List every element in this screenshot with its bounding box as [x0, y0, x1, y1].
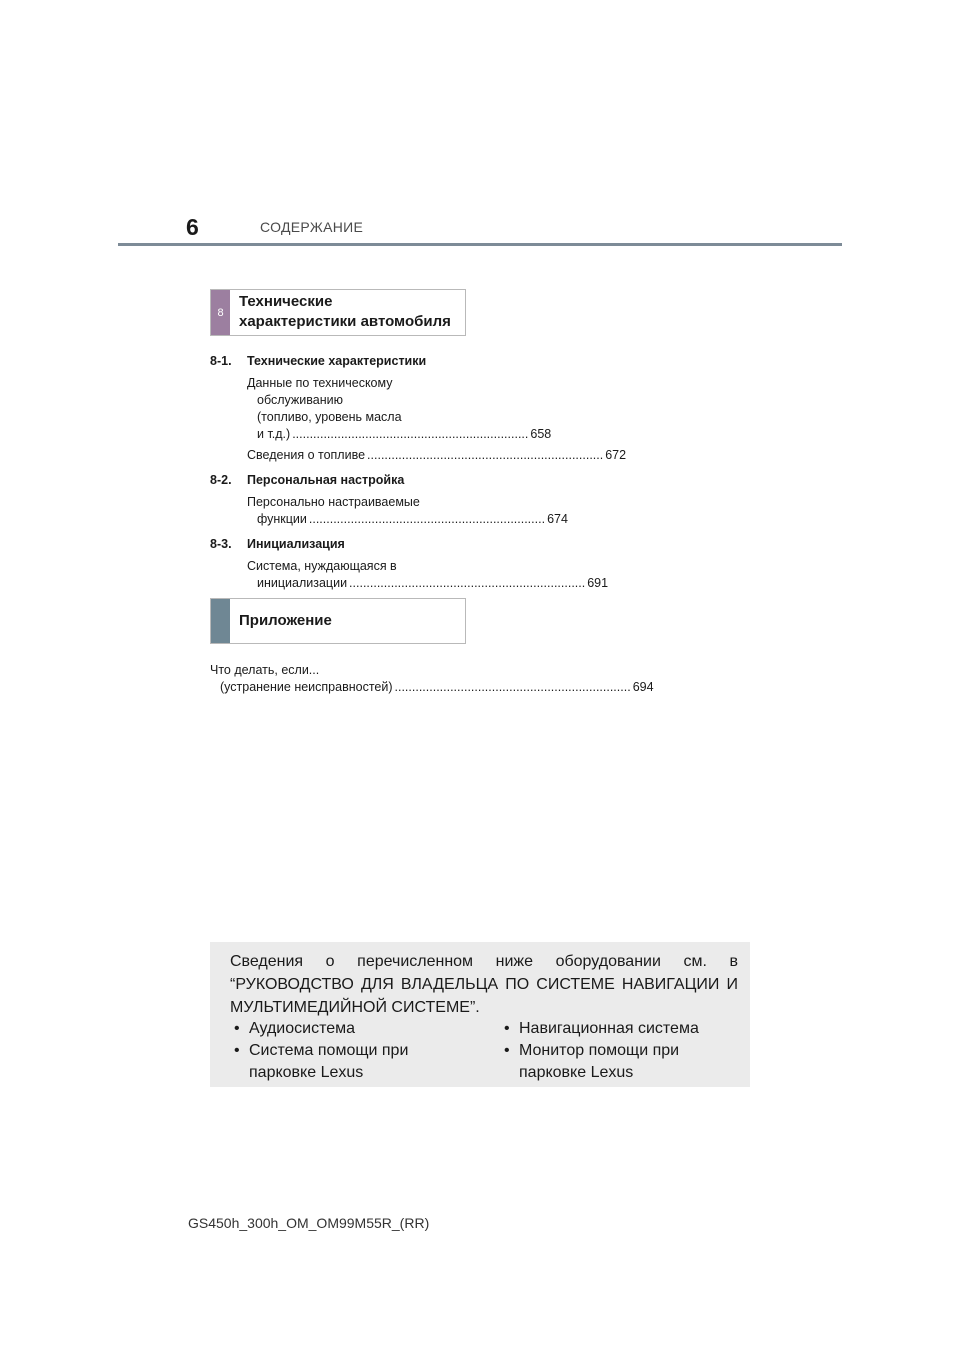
toc-subsection-title: Технические характеристики [247, 354, 427, 368]
toc-page-number: 674 [547, 512, 568, 526]
bullet-text: Аудиосистема [249, 1020, 356, 1037]
info-bullets-left [230, 1018, 480, 1084]
toc-entry-line: обслуживанию [257, 393, 343, 407]
toc-entry-line: Что делать, если... [210, 663, 320, 677]
bullet-item [500, 1018, 740, 1040]
appendix-tab [211, 599, 230, 643]
bullet-text: Система помощи при парковке Lexus [249, 1042, 409, 1081]
toc-entry-674[interactable] [210, 494, 568, 528]
bullet-text: Монитор помощи при парковке Lexus [519, 1042, 680, 1081]
bullet-icon: • [234, 1020, 240, 1037]
bullet-item [230, 1040, 480, 1084]
section-8-toc [210, 353, 627, 592]
toc-entry-text: функции [257, 512, 307, 526]
appendix-title: Приложение [239, 612, 332, 629]
section-8-tab-number: 8 [217, 306, 224, 319]
toc-page-number: 672 [605, 448, 627, 462]
toc-entry-text: и т.д.) [257, 427, 291, 441]
bullet-icon: • [504, 1042, 510, 1059]
bullet-icon: • [504, 1020, 510, 1037]
toc-subsection-8-1[interactable] [210, 353, 458, 370]
toc-page-number: 694 [632, 680, 654, 694]
section-8-header [210, 289, 466, 336]
appendix-header [210, 598, 466, 644]
running-head: СОДЕРЖАНИЕ [260, 219, 364, 235]
toc-page-number: 691 [587, 576, 609, 590]
section-8-tab [211, 290, 230, 335]
toc-subsection-number: 8-2. [210, 473, 232, 487]
toc-page-number: 658 [530, 427, 552, 441]
toc-leader-dots: .................................................................... [367, 448, 604, 462]
toc-subsection-number: 8-1. [210, 354, 232, 368]
toc-entry-672[interactable] [210, 447, 627, 464]
section-8-title-line1: Технические [239, 293, 333, 310]
info-text: Сведения о перечисленном ниже оборудовании см. в “РУКОВОДСТВО ДЛЯ ВЛАДЕЛЬЦА ПО СИСТЕМЕ НАВИГАЦИИ И МУЛЬТИМЕДИЙНОЙ СИСТЕМЕ”. [230, 953, 738, 1016]
toc-entry-text: Сведения о топливе [247, 448, 366, 462]
toc-subsection-title: Персональная настройка [247, 473, 405, 487]
info-box [210, 942, 750, 1087]
appendix-toc [210, 662, 654, 696]
toc-entry-line: (топливо, уровень масла [257, 410, 402, 424]
toc-subsection-title: Инициализация [247, 537, 345, 551]
toc-entry-691[interactable] [210, 558, 609, 592]
section-8-title [239, 292, 459, 332]
bullet-icon: • [234, 1042, 240, 1059]
section-8-title-line2: характеристики автомобиля [239, 313, 451, 330]
toc-entry-text: инициализации [257, 576, 348, 590]
toc-leader-dots: .................................................................... [394, 680, 631, 694]
bullet-item [230, 1018, 480, 1040]
toc-leader-dots: .................................................................... [349, 576, 586, 590]
header-rule [118, 243, 842, 246]
toc-subsection-8-3[interactable] [210, 536, 458, 553]
toc-entry-line: Персонально настраиваемые [247, 495, 420, 509]
toc-subsection-number: 8-3. [210, 537, 232, 551]
footer-doc-code: GS450h_300h_OM_OM99M55R_(RR) [188, 1215, 430, 1231]
toc-subsection-8-2[interactable] [210, 472, 458, 489]
toc-leader-dots: .................................................................... [308, 512, 546, 526]
info-bullets-right [500, 1018, 740, 1084]
toc-entry-694[interactable] [210, 662, 654, 696]
page-number: 6 [186, 214, 199, 240]
toc-entry-658[interactable] [210, 375, 552, 443]
bullet-item [500, 1040, 740, 1084]
bullet-text: Навигационная система [519, 1020, 699, 1037]
toc-leader-dots: .................................................................... [292, 427, 529, 441]
toc-entry-line: Данные по техническому [247, 376, 393, 390]
toc-entry-line: Система, нуждающаяся в [247, 559, 397, 573]
toc-entry-text: (устранение неисправностей) [220, 680, 393, 694]
